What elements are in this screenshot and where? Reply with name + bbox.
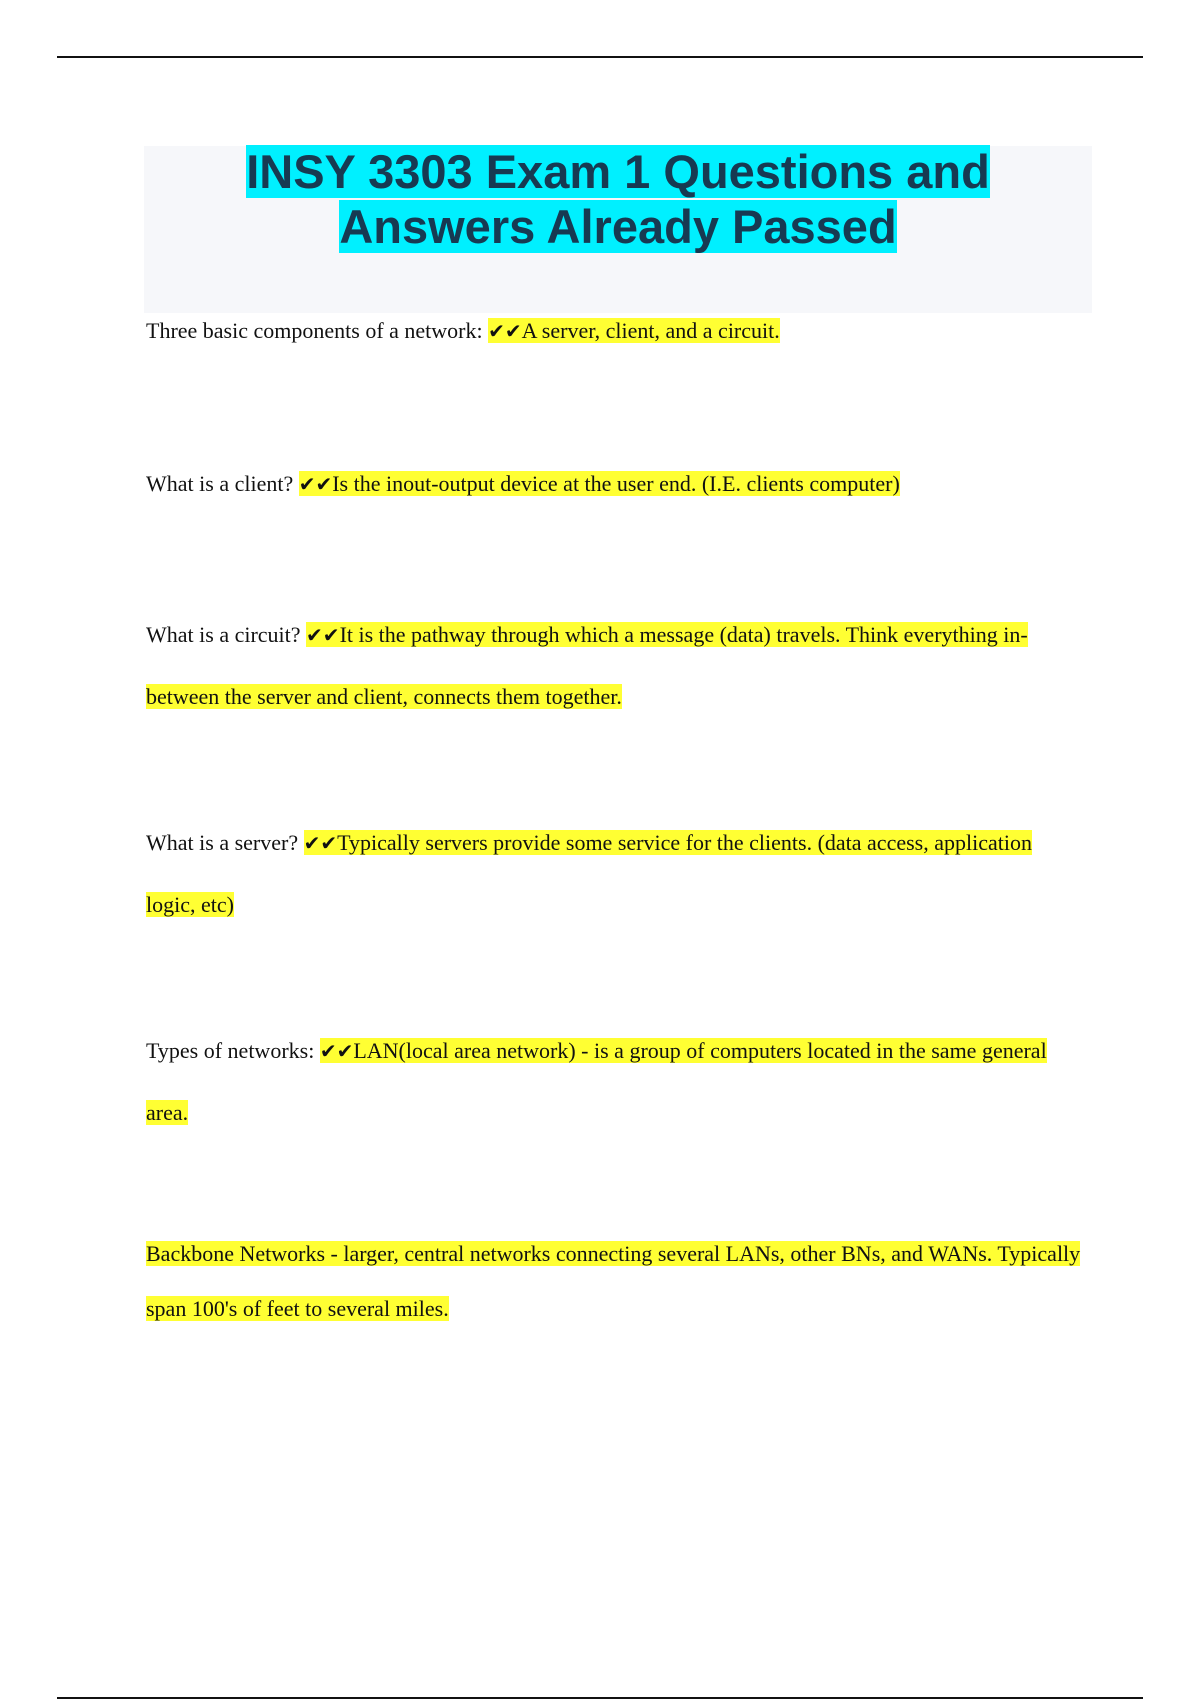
title-line-1: INSY 3303 Exam 1 Questions and bbox=[246, 145, 990, 198]
qa-item-1 bbox=[146, 300, 1086, 362]
double-check-icon: ✔✔ bbox=[306, 623, 340, 647]
double-check-icon: ✔✔ bbox=[298, 472, 333, 496]
answer-text: A server, client, and a circuit. bbox=[521, 318, 780, 343]
question-text: What is a circuit? bbox=[146, 622, 301, 647]
qa-item-5 bbox=[146, 1020, 1086, 1143]
top-rule bbox=[57, 56, 1143, 58]
qa-item-4 bbox=[146, 812, 1086, 935]
document-title bbox=[144, 144, 1092, 254]
double-check-icon: ✔✔ bbox=[488, 319, 522, 343]
qa-item-2 bbox=[146, 453, 1086, 515]
answer-text: Typically servers provide some service for the clients. (data access, application logic, etc) bbox=[146, 830, 1032, 917]
answer-highlight bbox=[488, 318, 780, 343]
answer-text: Is the inout-output device at the user end. (I.E. clients computer) bbox=[332, 471, 900, 496]
double-check-icon: ✔✔ bbox=[303, 831, 338, 855]
question-text: Types of networks: bbox=[146, 1038, 315, 1063]
question-text: Three basic components of a network: bbox=[146, 318, 483, 343]
question-text: What is a server? bbox=[146, 830, 299, 855]
answer-text: LAN(local area network) - is a group of computers located in the same general area. bbox=[146, 1038, 1047, 1125]
backbone-text: Backbone Networks - larger, central networks connecting several LANs, other BNs, and WANs. Typically span 100's of feet to several miles. bbox=[146, 1241, 1081, 1321]
question-text: What is a client? bbox=[146, 471, 294, 496]
bottom-rule bbox=[57, 1697, 1143, 1699]
qa-item-3 bbox=[146, 604, 1086, 727]
title-line-2: Answers Already Passed bbox=[339, 200, 897, 253]
backbone-paragraph bbox=[146, 1226, 1086, 1336]
answer-highlight bbox=[299, 471, 900, 496]
double-check-icon: ✔✔ bbox=[319, 1039, 354, 1063]
answer-text: It is the pathway through which a message (data) travels. Think everything in-between the server and client, connects them together. bbox=[146, 622, 1028, 709]
